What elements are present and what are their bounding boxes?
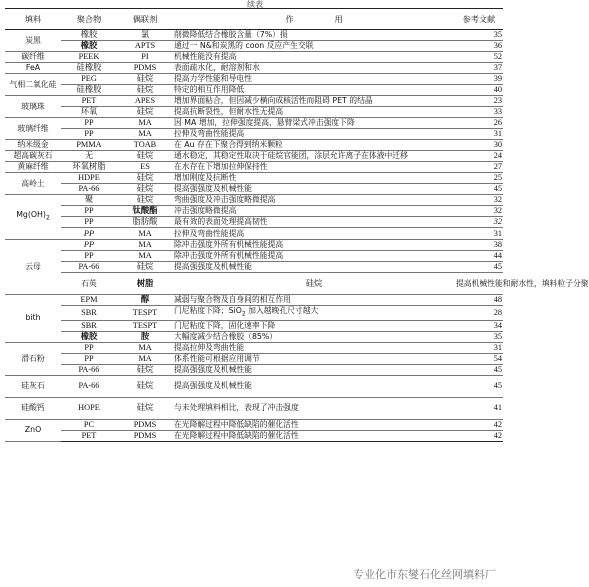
cell-ref: 30 — [455, 140, 503, 151]
cell-polymer: PP — [61, 206, 117, 217]
table-row — [5, 295, 503, 306]
header-polymer: 聚合物 — [61, 9, 117, 30]
table-row — [5, 430, 503, 441]
table-row — [5, 118, 503, 129]
cell-ref: 42 — [455, 430, 503, 441]
cell-filler: bith — [5, 295, 61, 343]
cell-filler: 气相二氧化硅 — [5, 74, 61, 96]
cell-effect: 体系性能可根据应用调节 — [173, 353, 455, 364]
cell-ref: 26 — [455, 118, 503, 129]
cell-ref: 39 — [455, 74, 503, 85]
cell-effect: 通水稳定，其稳定性取决于硅烷官能团，涂层允许离子在体液中迁移 — [173, 151, 455, 162]
cell-filler: 超高碳灰石 — [5, 151, 61, 162]
data-table — [5, 8, 589, 442]
table-header-row — [5, 9, 503, 30]
cell-filler: ZnO — [5, 419, 61, 441]
cell-polymer: HDPE — [61, 173, 117, 184]
cell-coupling: 硅烷 — [117, 195, 173, 206]
table-row — [5, 353, 503, 364]
cell-effect: 增加刚度及抗断性 — [173, 173, 455, 184]
cell-filler: $Mg(OH)_2$ — [5, 195, 61, 240]
cell-ref: 42 — [455, 419, 503, 430]
cell-effect: 拉伸及弯曲性能提高 — [173, 129, 455, 140]
cell-polymer: PC — [61, 419, 117, 430]
table-row — [5, 342, 503, 353]
table-row — [5, 30, 503, 41]
cell-polymer: 橡胶 — [61, 331, 117, 342]
cell-polymer: 无 — [61, 151, 117, 162]
cell-coupling: MA — [117, 353, 173, 364]
cell-effect: 弯曲强度及冲击强度略微提高 — [173, 195, 455, 206]
cell-polymer: PP — [61, 118, 117, 129]
cell-ref: 36 — [455, 41, 503, 52]
cell-effect: 大幅度减少结合橡胶（85%） — [173, 331, 455, 342]
table-row — [5, 251, 503, 262]
table-row — [5, 262, 503, 273]
cell-coupling: PDMS — [117, 430, 173, 441]
cell-polymer: HOPE — [61, 397, 117, 419]
table-row — [5, 129, 503, 140]
cell-coupling: 胺 — [117, 331, 173, 342]
table-row — [5, 107, 503, 118]
cell-effect: 拉伸及弯曲性能提高 — [173, 228, 455, 240]
table-row — [5, 419, 503, 430]
cell-filler: 炭黑 — [5, 30, 61, 52]
cell-effect: 在光降解过程中降低缺陷的催化活性 — [173, 419, 455, 430]
cell-filler: 玻璃纤维 — [5, 118, 61, 140]
cell-polymer: 硅橡胶 — [61, 63, 117, 74]
cell-filler: FeA — [5, 63, 61, 74]
cell-coupling: MA — [117, 240, 173, 251]
cell-polymer: PA-66 — [61, 262, 117, 273]
table-row — [5, 85, 503, 96]
cell-effect: 提高机械性能和耐水性，填料粒子分聚 — [455, 273, 503, 295]
cell-coupling: APES — [117, 96, 173, 107]
cell-effect: 提高强强度及机械性能 — [173, 184, 455, 195]
cell-filler: 云母 — [5, 240, 61, 295]
watermark: 专业化市东燮石化丝网填料厂 — [353, 568, 496, 581]
cell-ref: 48 — [455, 295, 503, 306]
cell-effect: 除冲击强度外所有机械性能提高 — [173, 240, 455, 251]
cell-filler: 硅酸钙 — [5, 397, 61, 419]
table-row — [5, 306, 503, 321]
table-row — [5, 195, 503, 206]
cell-coupling: 脂肪酸 — [117, 217, 173, 228]
table-row — [5, 41, 503, 52]
cell-effect: 通过一 N&和炭黑的 coon 反应产生交联 — [173, 41, 455, 52]
cell-polymer: PET — [61, 96, 117, 107]
cell-effect: 增加界面粘合，但因减少横向成核活性而阻碍 PET 的结晶 — [173, 96, 455, 107]
table-row — [5, 63, 503, 74]
cell-polymer: 橡胶 — [61, 41, 117, 52]
cell-ref: 41 — [455, 397, 503, 419]
cell-coupling: 硅烷 — [117, 151, 173, 162]
cell-ref: 23 — [455, 96, 503, 107]
cell-ref: 28 — [455, 306, 503, 321]
cell-filler: 石英 — [61, 273, 117, 295]
cell-filler: 滑石粉 — [5, 342, 61, 375]
cell-polymer: PMMA — [61, 140, 117, 151]
cell-effect: 提高抗断裂性，但耐水性无提高 — [173, 107, 455, 118]
cell-coupling: 醇 — [117, 295, 173, 306]
cell-effect: 提高拉伸及弯曲性能 — [173, 342, 455, 353]
cell-polymer: PEEK — [61, 52, 117, 63]
cell-polymer: 树脂 — [117, 273, 173, 295]
table-row — [5, 96, 503, 107]
table-row — [5, 364, 503, 375]
cell-coupling: 硅烷 — [117, 184, 173, 195]
cell-coupling: MA — [117, 251, 173, 262]
cell-ref: 27 — [455, 162, 503, 173]
cell-polymer: 环氧 — [61, 107, 117, 118]
cell-effect: 表面疏水化，耐溶剂和水 — [173, 63, 455, 74]
cell-coupling: ES — [117, 162, 173, 173]
table-row — [5, 331, 503, 342]
table-row — [5, 228, 503, 240]
cell-polymer: PA-66 — [61, 375, 117, 397]
table-row — [5, 162, 503, 173]
cell-polymer: PP — [61, 353, 117, 364]
cell-coupling: 硅烷 — [117, 262, 173, 273]
cell-effect: 减弱与聚合物及自身间的相互作用 — [173, 295, 455, 306]
cell-ref: 33 — [455, 107, 503, 118]
cell-filler: 纳米级金 — [5, 140, 61, 151]
cell-effect: 削微降低结合橡胶含量（7%）损 — [173, 30, 455, 41]
table-row — [5, 74, 503, 85]
cell-ref: 52 — [455, 52, 503, 63]
cell-ref: 44 — [455, 251, 503, 262]
cell-coupling: TESPT — [117, 306, 173, 321]
cell-coupling: 硅烷 — [117, 173, 173, 184]
cell-ref: 32 — [455, 206, 503, 217]
cell-polymer: PA-66 — [61, 184, 117, 195]
cell-polymer: PP — [61, 228, 117, 240]
table-row — [5, 151, 503, 162]
table-row — [5, 375, 503, 397]
cell-ref: 35 — [455, 30, 503, 41]
table-row — [5, 206, 503, 217]
cell-coupling: MA — [117, 118, 173, 129]
cell-coupling: APTS — [117, 41, 173, 52]
cell-polymer: PP — [61, 217, 117, 228]
cell-ref: 54 — [455, 353, 503, 364]
cell-effect: 除冲击强度外所有机械性能提高 — [173, 251, 455, 262]
table-row — [5, 397, 503, 419]
cell-polymer: 环氧树脂 — [61, 162, 117, 173]
cell-effect: 门尼粘度下降，固化速率下降 — [173, 320, 455, 331]
cell-ref: 32 — [455, 217, 503, 228]
cell-effect: 因 MA 增加，拉伸强度提高，悬臂梁式冲击强度下降 — [173, 118, 455, 129]
cell-coupling: MA — [117, 228, 173, 240]
table-row — [5, 52, 503, 63]
table-caption: 续表 — [247, 0, 263, 9]
cell-coupling: TOAB — [117, 140, 173, 151]
cell-effect: 在水存在下增加拉伸保持性 — [173, 162, 455, 173]
table-body — [5, 30, 589, 442]
cell-ref: 38 — [455, 240, 503, 251]
cell-ref: 40 — [455, 85, 503, 96]
cell-polymer: PP — [61, 129, 117, 140]
cell-filler: 黄麻纤维 — [5, 162, 61, 173]
cell-ref: 32 — [455, 195, 503, 206]
cell-coupling: PI — [117, 52, 173, 63]
cell-ref: 31 — [455, 228, 503, 240]
cell-coupling: 钛酸酯 — [117, 206, 173, 217]
cell-polymer: 聚 — [61, 195, 117, 206]
table-row — [5, 273, 503, 295]
cell-ref: 25 — [455, 173, 503, 184]
cell-ref: 37 — [455, 63, 503, 74]
cell-polymer: 硅橡胶 — [61, 85, 117, 96]
cell-coupling: 硅烷 — [117, 107, 173, 118]
header-effect: 作 用 — [173, 9, 455, 30]
cell-effect: 冲击强度略微提高 — [173, 206, 455, 217]
cell-ref: 35 — [455, 331, 503, 342]
cell-ref: 31 — [455, 342, 503, 353]
cell-ref: 45 — [455, 262, 503, 273]
cell-effect: 最有效的表面处理提高韧性 — [173, 217, 455, 228]
cell-polymer: SBR — [61, 306, 117, 321]
cell-polymer: PA-66 — [61, 364, 117, 375]
cell-effect: 门尼粘度下降；SiO$_2$ 加入越晚孔尺寸越大 — [173, 306, 455, 321]
cell-effect: 与未处理填料相比，表现了冲击强度 — [173, 397, 455, 419]
cell-polymer: PP — [61, 240, 117, 251]
table-row — [5, 184, 503, 195]
cell-filler: 高岭土 — [5, 173, 61, 195]
cell-ref: 45 — [455, 375, 503, 397]
cell-effect: 在光降解过程中降低缺陷的催化活性 — [173, 430, 455, 441]
cell-coupling: 硅烷 — [173, 273, 455, 295]
cell-polymer: PP — [61, 251, 117, 262]
cell-ref: 31 — [455, 129, 503, 140]
cell-coupling: 硅烷 — [117, 74, 173, 85]
table-row — [5, 240, 503, 251]
cell-filler: 玻璃珠 — [5, 96, 61, 118]
table-row — [5, 320, 503, 331]
cell-ref: 24 — [455, 151, 503, 162]
header-ref: 参考文献 — [455, 9, 503, 30]
cell-coupling: 硅烷 — [117, 364, 173, 375]
cell-polymer: PP — [61, 342, 117, 353]
cell-coupling: 硅烷 — [117, 85, 173, 96]
cell-ref: 45 — [455, 364, 503, 375]
cell-effect: 机械性能没有提高 — [173, 52, 455, 63]
cell-filler: 硅灰石 — [5, 375, 61, 397]
cell-polymer: EPM — [61, 295, 117, 306]
table-row — [5, 140, 503, 151]
table-row — [5, 173, 503, 184]
cell-coupling: 硅烷 — [117, 397, 173, 419]
cell-coupling: MA — [117, 342, 173, 353]
header-coupling: 偶联剂 — [117, 9, 173, 30]
cell-effect: 提高强强度及机械性能 — [173, 375, 455, 397]
cell-coupling: 硅烷 — [117, 375, 173, 397]
header-filler: 填料 — [5, 9, 61, 30]
cell-ref: 45 — [455, 184, 503, 195]
cell-polymer: PET — [61, 430, 117, 441]
cell-coupling: 氯 — [117, 30, 173, 41]
cell-effect: 特定的相互作用降低 — [173, 85, 455, 96]
table-row — [5, 217, 503, 228]
cell-polymer: PEG — [61, 74, 117, 85]
cell-ref: 34 — [455, 320, 503, 331]
cell-effect: 在 Au 存在下聚合得到纳米颗粒 — [173, 140, 455, 151]
cell-effect: 提高力学性能和导电性 — [173, 74, 455, 85]
cell-effect: 提高强强度及机械性能 — [173, 262, 455, 273]
cell-coupling: PDMS — [117, 63, 173, 74]
cell-coupling: MA — [117, 129, 173, 140]
cell-polymer: 橡胶 — [61, 30, 117, 41]
cell-coupling: TESPT — [117, 320, 173, 331]
cell-effect: 提高强强度及机械性能 — [173, 364, 455, 375]
cell-coupling: PDMS — [117, 419, 173, 430]
cell-filler: 碳纤维 — [5, 52, 61, 63]
cell-polymer: SBR — [61, 320, 117, 331]
